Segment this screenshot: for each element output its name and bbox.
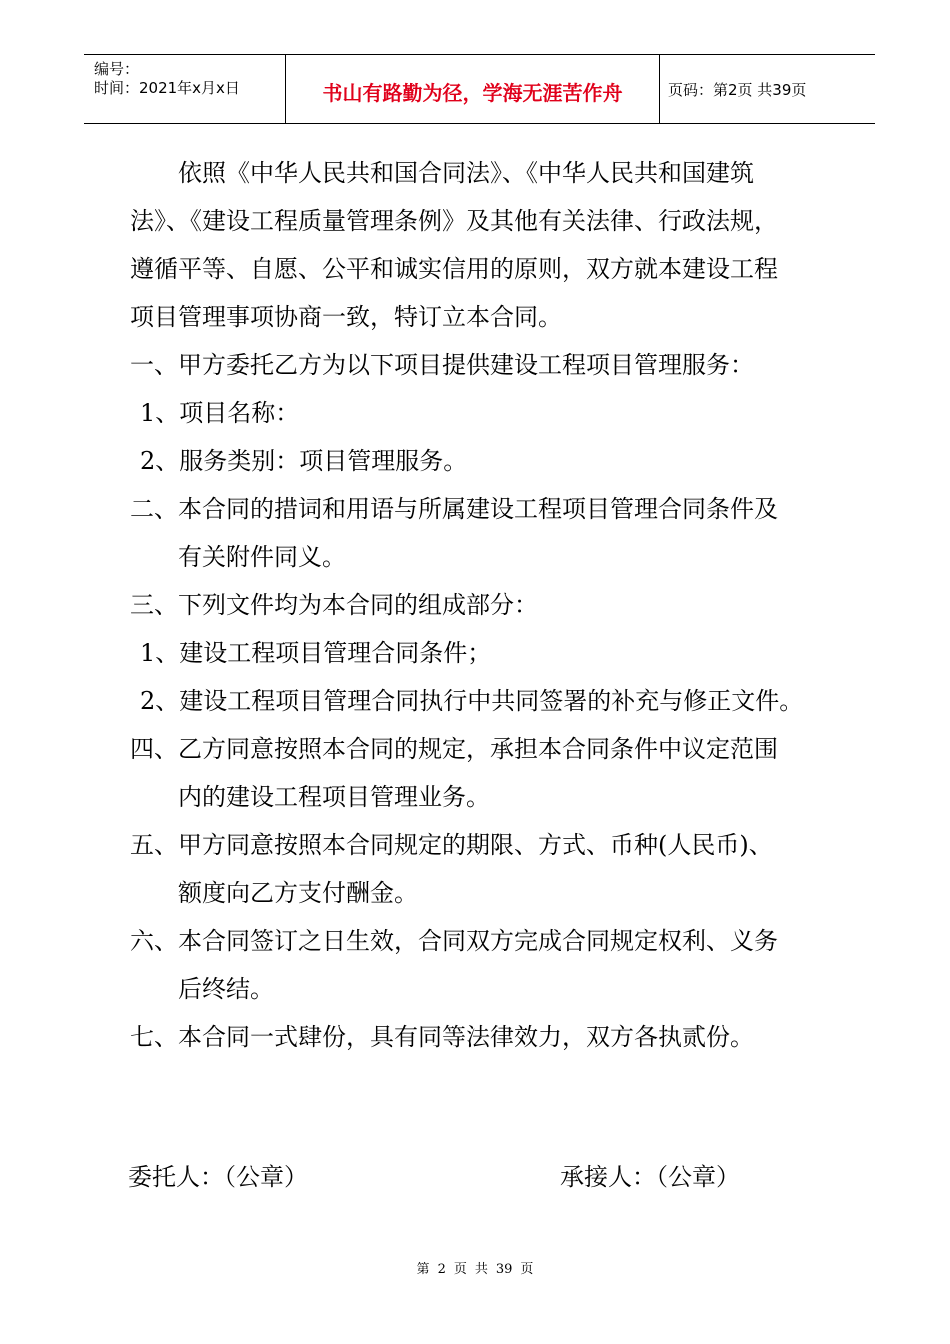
footer-page-number: 2: [437, 1262, 446, 1277]
contractor-signature: 承接人：（公章）: [560, 1163, 740, 1191]
clause-6-continuation: 后终结。: [178, 975, 274, 1003]
header-motto-cell: [286, 55, 660, 123]
page-header: [84, 54, 875, 124]
clause-3-item-2: 2、建设工程项目管理合同执行中共同签署的补充与修正文件。: [140, 687, 804, 715]
document-date-label: 时间：2021年x月x日: [94, 79, 240, 97]
paragraph-line: 法》、《建设工程质量管理条例》及其他有关法律、行政法规，: [130, 207, 778, 235]
page-footer: [0, 1258, 950, 1277]
clause-3-heading: 三、下列文件均为本合同的组成部分：: [130, 591, 538, 619]
header-info-cell: [84, 55, 286, 123]
paragraph-line: 遵循平等、自愿、公平和诚实信用的原则，双方就本建设工程: [130, 255, 778, 283]
clause-1-item-2: 2、服务类别：项目管理服务。: [140, 447, 468, 475]
clause-6-heading: 六、本合同签订之日生效，合同双方完成合同规定权利、义务: [130, 927, 778, 955]
document-number-label: 编号：: [94, 60, 140, 78]
paragraph-line: 依照《中华人民共和国合同法》、《中华人民共和国建筑: [178, 159, 754, 187]
clause-2-continuation: 有关附件同义。: [178, 543, 346, 571]
clause-5-continuation: 额度向乙方支付酬金。: [178, 879, 418, 907]
clause-1-item-1: 1、项目名称：: [140, 399, 300, 427]
header-motto: 书山有路勤为径，学海无涯苦作舟: [322, 81, 623, 105]
clause-2-heading: 二、本合同的措词和用语与所属建设工程项目管理合同条件及: [130, 495, 778, 523]
clause-3-item-1: 1、建设工程项目管理合同条件；: [140, 639, 492, 667]
clause-5-heading: 五、甲方同意按照本合同规定的期限、方式、币种(人民币)、: [130, 831, 773, 859]
footer-page-unit: 页: [453, 1262, 467, 1277]
clause-4-continuation: 内的建设工程项目管理业务。: [178, 783, 490, 811]
footer-total-prefix: 共: [474, 1262, 488, 1277]
footer-page-prefix: 第: [416, 1262, 430, 1277]
paragraph-line: 项目管理事项协商一致，特订立本合同。: [130, 303, 562, 331]
client-signature: 委托人：（公章）: [128, 1163, 308, 1191]
footer-total-pages: 39: [495, 1262, 513, 1277]
header-page-cell: [660, 55, 875, 123]
clause-4-heading: 四、乙方同意按照本合同的规定，承担本合同条件中议定范围: [130, 735, 778, 763]
footer-total-unit: 页: [520, 1262, 534, 1277]
clause-7-heading: 七、本合同一式肆份，具有同等法律效力，双方各执贰份。: [130, 1023, 754, 1051]
header-page-info: 页码：第2页 共39页: [668, 81, 807, 99]
clause-1-heading: 一、甲方委托乙方为以下项目提供建设工程项目管理服务：: [130, 351, 754, 379]
